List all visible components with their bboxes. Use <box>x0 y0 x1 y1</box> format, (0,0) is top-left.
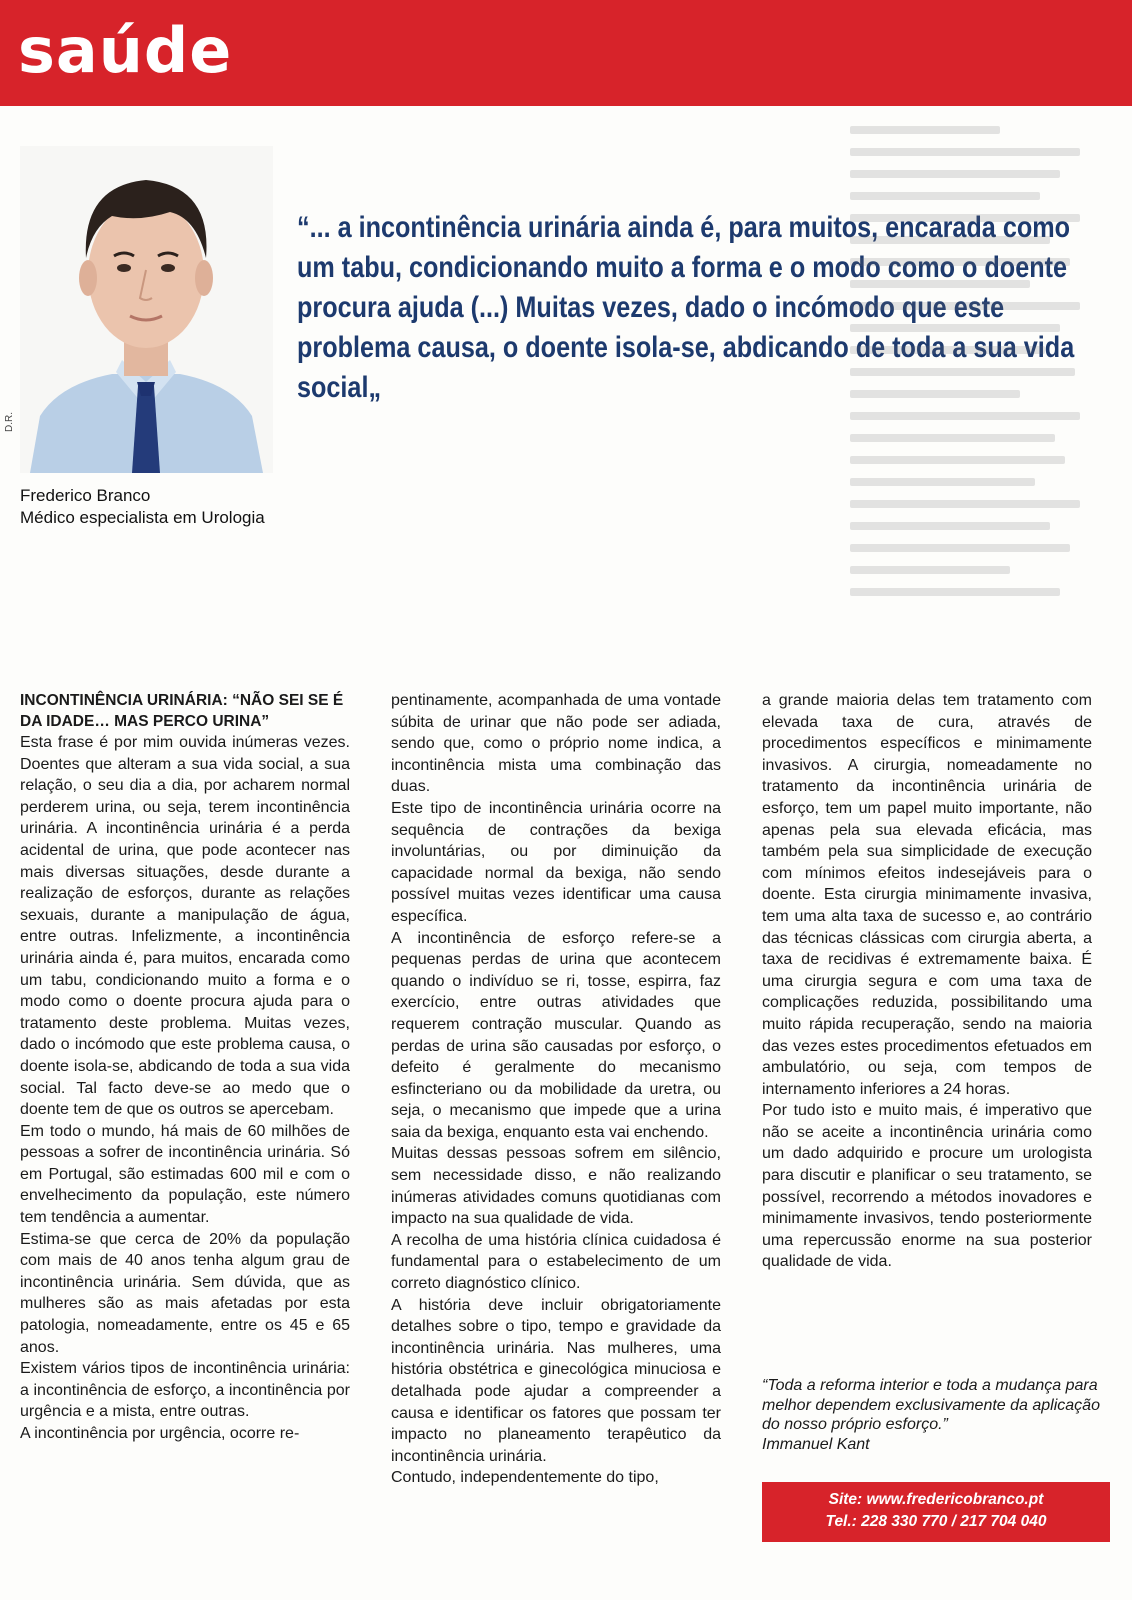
pull-quote: “... a incontinência urinária ainda é, para muitos, encarada como um tabu, condicionando muito a forma e o modo como o doente procura ajuda (...) Muitas vezes, dado o incómodo que este problema causa, o doente isola-se, abdicando de toda a sua vida social„ <box>297 211 1075 404</box>
section-title: saúde <box>18 14 233 87</box>
section-header <box>0 0 1132 106</box>
paragraph: Em todo o mundo, há mais de 60 milhões de pessoas a sofrer de incontinência urinária. Só em Portugal, são estimadas 600 mil e com o envelhecimento da população, este número tem tendência a aumentar. <box>20 1122 350 1227</box>
article-column-2 <box>391 690 721 1489</box>
author-photo <box>20 146 273 473</box>
paragraph: Muitas dessas pessoas sofrem em silêncio, sem necessidade disso, e não realizando inúmeras atividades comuns quotidianas com impacto na sua qualidade de vida. <box>391 1145 721 1228</box>
closing-quote-author: Immanuel Kant <box>762 1435 870 1453</box>
closing-quote-text: “Toda a reforma interior e toda a mudança para melhor dependem exclusivamente da aplicação do nosso próprio esforço.” <box>762 1377 1100 1433</box>
contact-box <box>762 1482 1110 1542</box>
paragraph: Estima-se que cerca de 20% da população com mais de 40 anos tenha algum grau de incontinência urinária. Sem dúvida, que as mulheres são as mais afetadas por esta patologia, nomeadamente, entre os 45 e 65 anos. <box>20 1230 350 1356</box>
bleed-through-text <box>838 112 1108 672</box>
paragraph: Este tipo de incontinência urinária ocorre na sequência de contrações da bexiga involuntárias, ou por diminuição da capacidade normal da bexiga, não sendo possível muitas vezes identificar uma causa específica. <box>391 799 721 925</box>
article-heading: INCONTINÊNCIA URINÁRIA: “NÃO SEI SE É DA IDADE… MAS PERCO URINA” <box>20 692 344 730</box>
paragraph: Existem vários tipos de incontinência urinária: a incontinência de esforço, a incontinência por urgência e a mista, entre outras. <box>20 1360 350 1421</box>
photo-credit: D.R. <box>4 412 15 432</box>
paragraph: A incontinência por urgência, ocorre re- <box>20 1425 300 1442</box>
article-column-1 <box>20 690 350 1445</box>
closing-quote <box>762 1376 1112 1454</box>
author-portrait-image <box>20 146 273 473</box>
article-column-3 <box>762 690 1092 1273</box>
paragraph: a grande maioria delas tem tratamento com elevada taxa de cura, através de procedimentos específicos e minimamente invasivos. A cirurgia, nomeadamente no tratamento da incontinência urinária de esforço, tem um papel muito importante, não apenas pela sua elevada eficácia, mas também pela sua simplicidade de execução com mínimos efeitos indesejáveis para o doente. Esta cirurgia minimamente invasiva, tem uma alta taxa de sucesso e, ao contrário das técnicas clássicas com cirurgia aberta, a taxa de recidivas é extremamente baixa. É uma cirurgia segura e com uma taxa de complicações reduzida, possibilitando uma muito rápida recuperação, sendo na maioria das vezes estes procedimentos efetuados em ambulatório, ou seja, com tempos de internamento inferiores a 24 horas. <box>762 692 1092 1098</box>
paragraph: Contudo, independentemente do tipo, <box>391 1469 659 1487</box>
paragraph: A recolha de uma história clínica cuidadosa é fundamental para o estabelecimento de um correto diagnóstico clínico. <box>391 1231 721 1293</box>
paragraph: A incontinência de esforço refere-se a pequenas perdas de urina que acontecem quando o indivíduo se ri, tosse, espirra, faz exercício, entre outras atividades que requerem contração muscular. Quando as perdas de urina são causadas por esforço, o defeito é geralmente do mecanismo esfincteriano ou da mobilidade da uretra, ou seja, o mecanismo que impede que a urina saia da bexiga, enquanto esta vai enchendo. <box>391 929 721 1141</box>
author-name: Frederico Branco <box>20 486 151 505</box>
paragraph: Esta frase é por mim ouvida inúmeras vezes. Doentes que alteram a sua vida social, a sua relação, o seu dia a dia, por acharem normal perderem urina, ou seja, terem incontinência urinária. A incontinência urinária é a perda acidental de urina, que pode acontecer nas mais diversas situações, desde durante a realização de esforços, durante as relações sexuais, durante a manipulação de água, entre outras. Infelizmente, a incontinência urinária ainda é, para muitos, encarada como um tabu, condicionando muito a forma e o modo como o doente procura ajuda para o tratamento deste problema. Muitas vezes, dado o incómodo que este problema causa, o doente isola-se, abdicando de toda a sua vida social. Tal facto deve-se ao medo que o doente tem de que os outros se apercebam. <box>20 734 350 1119</box>
author-role: Médico especialista em Urologia <box>20 508 265 527</box>
contact-phone: Tel.: 228 330 770 / 217 704 040 <box>825 1513 1047 1530</box>
paragraph: A história deve incluir obrigatoriamente detalhes sobre o tipo, tempo e gravidade da incontinência urinária. Nas mulheres, uma história obstétrica e ginecológica minuciosa e detalhada pode ajudar a compreender a causa e identificar os fatores que possam ter impacto no planeamento terapêutico da incontinência urinária. <box>391 1296 721 1465</box>
contact-site: Site: www.fredericobranco.pt <box>828 1491 1044 1508</box>
author-caption <box>20 485 265 529</box>
paragraph: pentinamente, acompanhada de uma vontade súbita de urinar que não pode ser adiada, sendo que, como o próprio nome indica, a incontinência mista uma combinação das duas. <box>391 692 721 796</box>
paragraph: Por tudo isto e muito mais, é imperativo que não se aceite a incontinência urinária como um dado adquirido e procure um urologista para discutir e planificar o seu tratamento, se possível, recorrendo a métodos inovadores e minimamente invasivos, tendo posteriormente uma repercussão enorme na sua posterior qualidade de vida. <box>762 1102 1092 1271</box>
